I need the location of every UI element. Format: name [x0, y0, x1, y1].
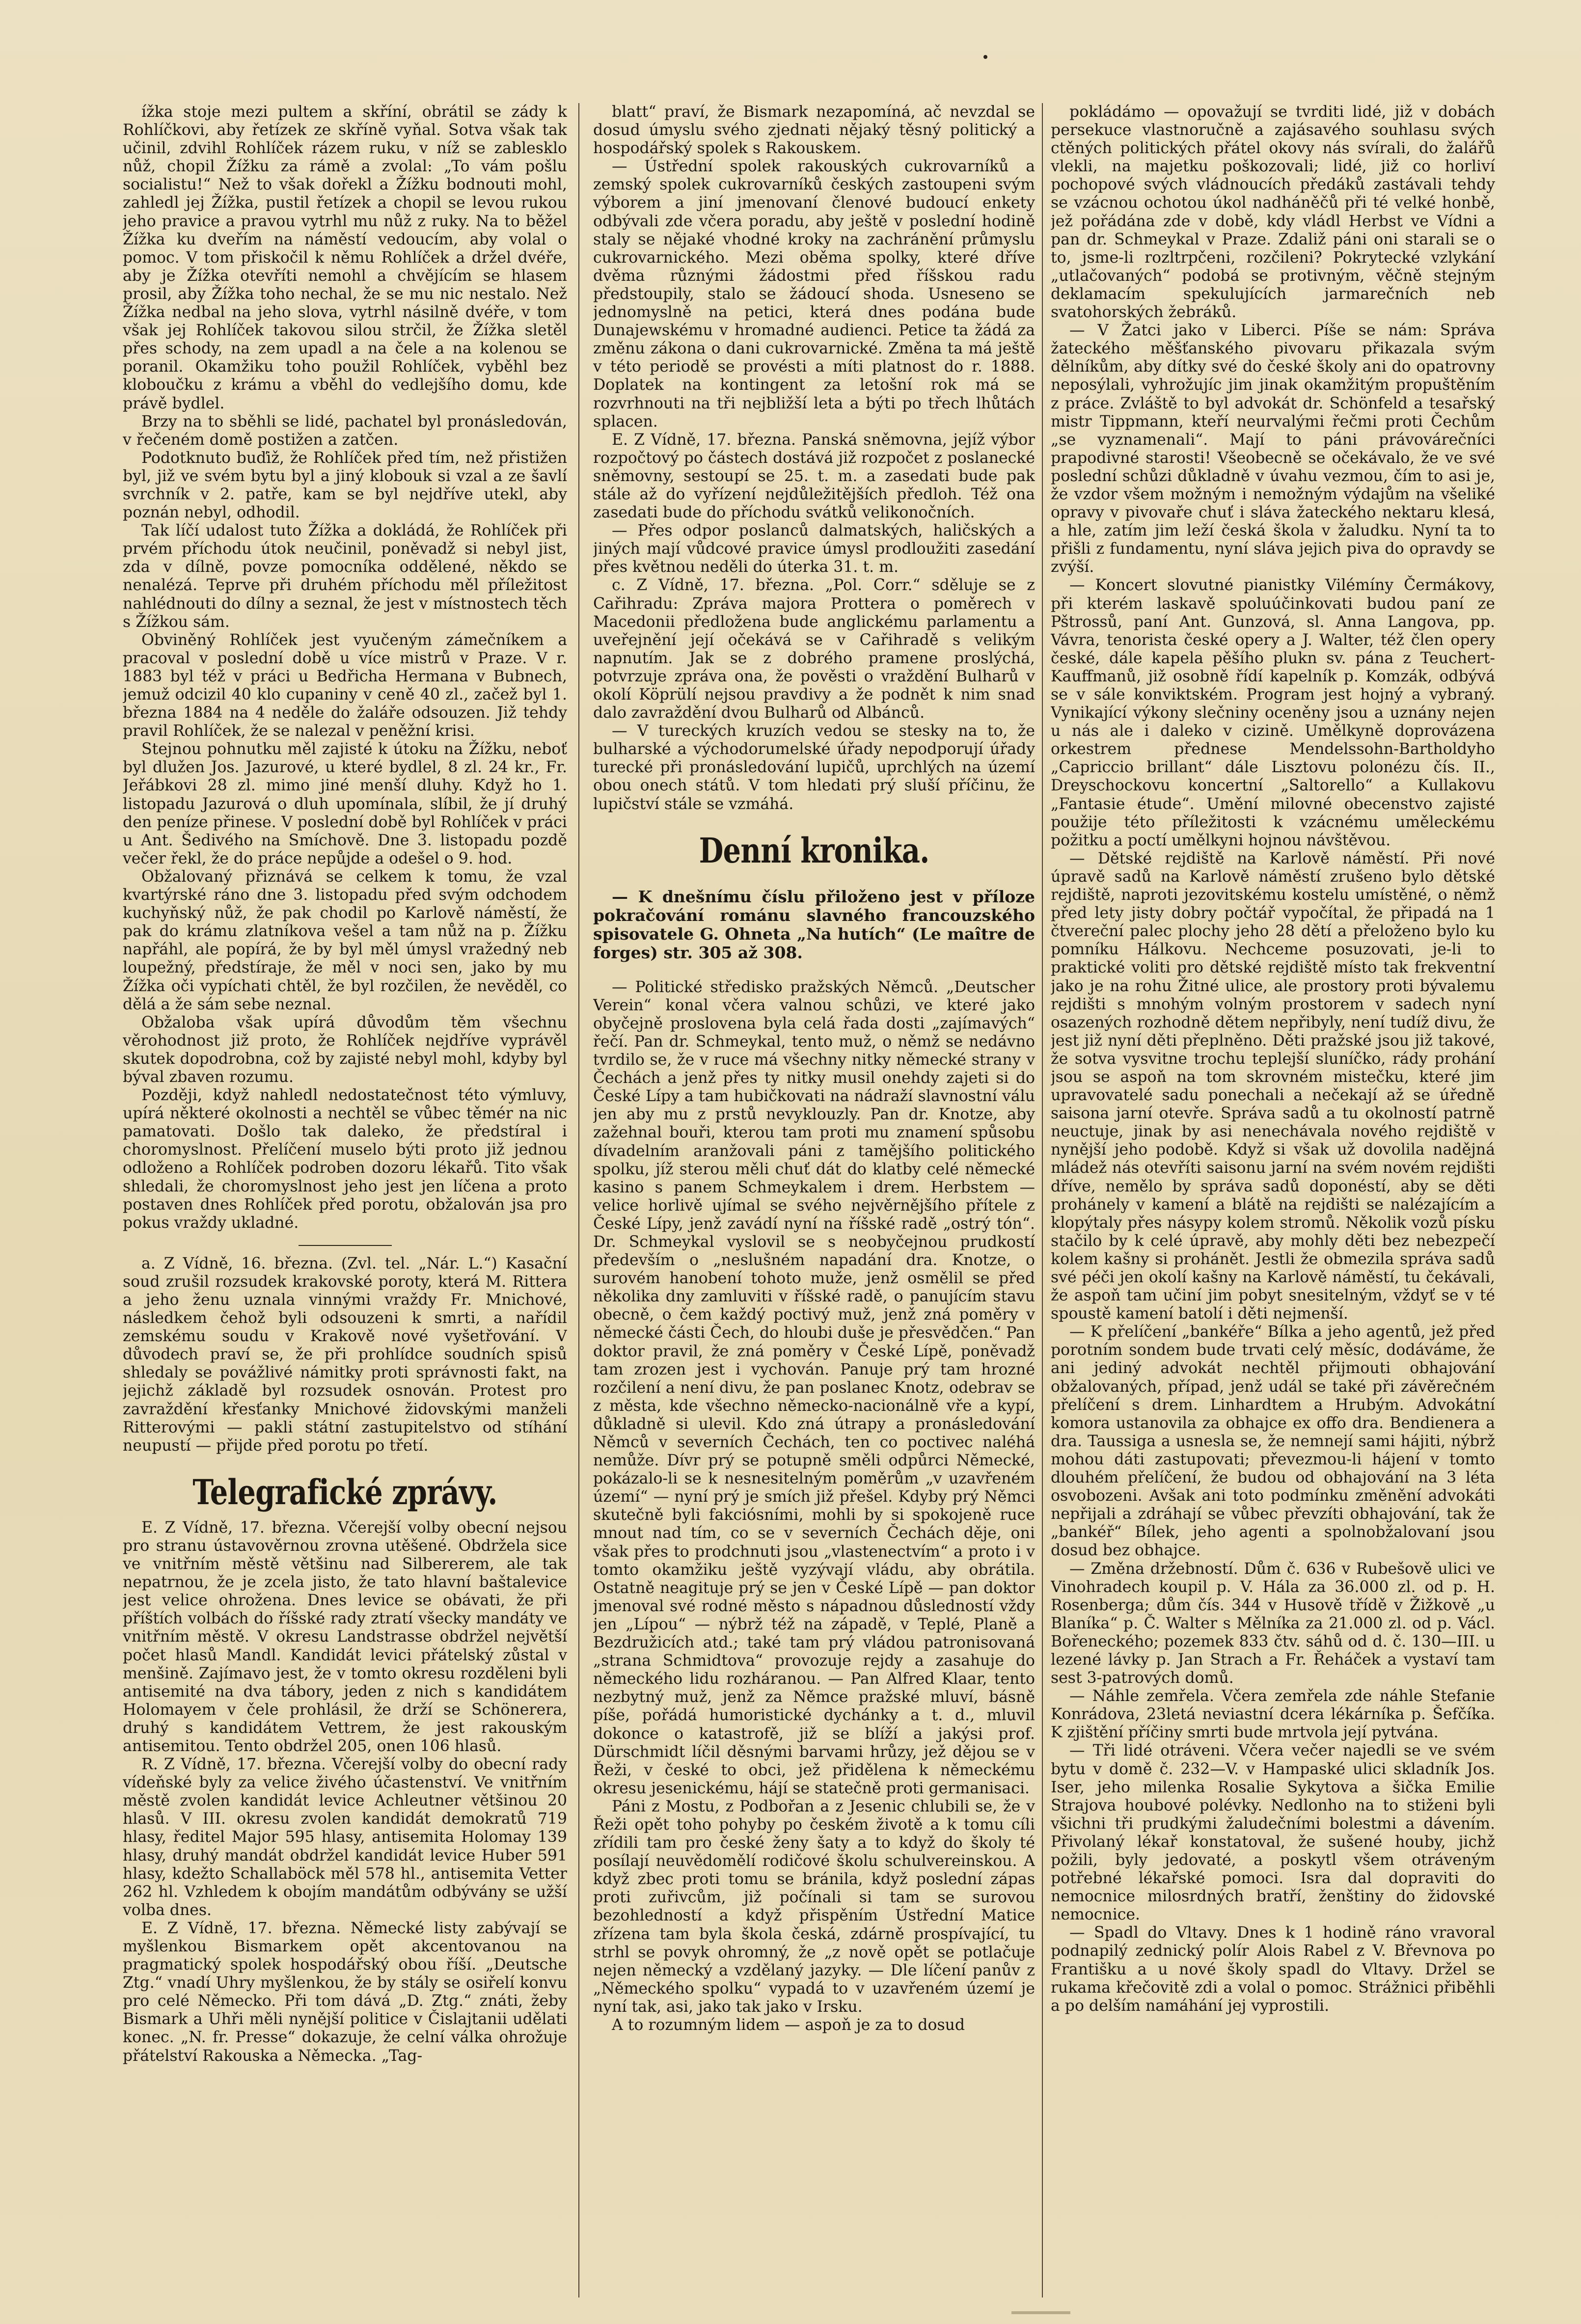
article-paragraph	[593, 103, 1035, 158]
article-paragraph	[593, 722, 1035, 813]
article-paragraph	[123, 449, 567, 522]
paragraph-text: — Dětské rejdiště na Karlově náměstí. Při nové úpravě sadů na Karlově náměstí zrušeno bylo dětské rejdiště, naproti jezovitskému kostelu umístěné, o němž před lety jisty dobry počtář vypočítal, že připadá na 1 čtvereční palec plochy jeho 28 dětí a přeloženo bylo ku pomníku Hálkovu. Nechceme posuzovati, je-li to praktické voliti pro dětské rejdiště místo tak frekventní jako je na rohu Žitné ulice, ale prostory proti bývalemu rejdišti s mnohým volným prostorem v sadech nyní osazených rozhodně dětem nepřibyly, není tudíž divu, že jest již nyní děti přeplněno. Děti pražské jsou již takové, že sotva vysvitne trochu teplejší sluníčko, rády prohání jsou se aspoň na tom skrovném mistečku, které jim upravovatelé sadu ponechali a nečekají až se úředně saisona jarní otevře. Správa sadů a tu okolností patrně neuctuje, jinak by asi nenechávala nového rejdiště v nynější jeho podobě. Když si však už dovolila nadějná mládež nás otevříti saisonu jarní na svém novém rejdišti dříve, nemělo by správa sadů doponéstí, aby se děti prohánely v kamení a blátě na rejdišti se nalézajícím a klopýtaly přes násypy kolem stromů. Několik vozů písku stačilo by k celé úpravě, aby mohly děti bez nebezpečí kolem kašny si prohánět. Jestli že obmezila správa sadů své péči jen okolí kašny na Karlově náměstí, tu čekávali, že aspoň tam učiní jim pobyt snesitelným, vždyť se v té spoustě kamení batolí i děti nejmenší.	[1051, 849, 1495, 1323]
paragraph-text: A to rozumným lidem — aspoň je za to dosud	[612, 2016, 965, 2034]
paragraph-text: Obžaloba však upírá důvodům těm všechnu věrohodnost již proto, že Rohlíček nejdříve vyprávěl skutek dopodrobna, což by zajisté nebyl mohl, kdyby byl býval zbaven rozumu.	[123, 1013, 567, 1086]
paragraph-text: — Tři lidé otráveni. Včera večer najedli se ve svém bytu v domě č. 232—V. v Hampaské ulici skladník Jos. Iser, jeho milenka Rosalie Sykytova a šička Emilie Strajova houbové polévky. Nedlonho na to stiženi byli všichni tři prudkými žaludečními bolestmi a dávením. Přivolaný lékař konstatoval, že sušené houby, jichž požili, byly jedovaté, a poskytl všem otráveným potřebné lékařské pomoci. Isra dal dopraviti do nemocnice milosrdných bratří, ženštiny do židovské nemocnice.	[1051, 1742, 1495, 1924]
article-paragraph	[1051, 322, 1495, 576]
paragraph-text: — K dnešnímu číslu přiloženo jest v příloze pokračování románu slavného francouzského spisovatele G. Ohneta „Na hutích“ (Le maître de forges) str. 305 až 308.	[593, 887, 1035, 962]
column-right	[1051, 103, 1495, 2297]
paragraph-text: c. Z Vídně, 17. března. „Pol. Corr.“ sděluje se z Cařihradu: Zpráva majora Prottera o poměrech v Macedonii předložena bude anglickému parlamentu a uveřejnění její očekává se v Cařihradě s velikým napnutím. Jak se z dobrého pramene proslýchá, potvrzuje zpráva ona, že pověsti o vraždění Bulharů v okolí Köprülí nejsou pravdivy a že podnět k nim snad dalo zavraždění dvou Bulharů od Albánců.	[593, 576, 1035, 722]
paragraph-text: ížka stoje mezi pultem a skříní, obrátil se zády k Rohlíčkovi, aby řetízek ze skříně vyňal. Sotva však tak učinil, zdvihl Rohlíček rázem ruku, v níž se zablesklo nůž, chopil Žížku za rámě a zvolal: „To vám pošlu socialistu!“ Než to však dořekl a Žížku bodnouti mohl, zahledl jej Žížka, pustil řetízek a chopil se levou rukou jeho pravice a pravou vytrhl mu nůž z ruky. Na to běžel Žížka ku dveřím na náměstí vedoucím, aby volal o pomoc. V tom přiskočil k němu Rohlíček a držel dvéře, aby je Žížka otevříti nemohl a chvějícím se hlasem prosil, aby Žížka toho nechal, že se mu nic nestalo. Než Žížka nedbal na jeho slova, vytrhl násilně dvéře, v tom však jej Rohlíček takovou silou strčil, že Žížka sletěl přes schody, na zem upadl a na čele a na kolenou se poranil. Okamžiku toho použil Rohlíček, vyběhl bez kloboučku z krámu a vběhl do vedlejšího domu, kde právě bydlel.	[123, 103, 567, 412]
paragraph-text: a. Z Vídně, 16. března. (Zvl. tel. „Nár. L.“) Kasační soud zrušil rozsudek krakovské poroty, která M. Rittera a jeho ženu uznala vinnými vraždy Fr. Mnichové, následkem čehož byli odsouzeni k smrti, a nařídil zemskému soudu v Krakově nové vyšetřování. V důvodech praví se, že při prohlídce soudních spisů shledaly se povážlivé námitky proti správnosti fakt, na jejichž základě byl rozsudek osnován. Protest pro zavraždění křesťanky Mnichové židovskými manželi Ritterovými — pakli státní zastupitelstvo od stíhání neupustí — přijde před porotu po třetí.	[123, 1254, 567, 1455]
paragraph-text: E. Z Vídně, 17. března. Včerejší volby obecní nejsou pro stranu ústavověrnou zrovna utěšené. Obdržela sice ve vnitřním městě většinu nad Silbererem, ale tak nepatrnou, že je zcela jisto, že tato hlavní baštalevice jest velice ohrožena. Dnes levice se obávati, že při příštích volbách do říšské rady ztratí všecky mandáty ve vnitřním městě. V okresu Landstrasse obdržel největší počet hlasů Mandl. Kandidát levici přátelský zůstal v menšině. Zajímavo jest, že v tomto okresu rozděleni byli antisemité na dva tábory, jeden z nich s kandidátem Holomayem v čele prohlásil, že drží se Schönerera, druhý s kandidátem Vettrem, že jest rakouským antisemitou. Tento obdržel 205, onen 106 hlasů.	[123, 1518, 567, 1755]
supplement-notice	[593, 888, 1035, 962]
article-paragraph	[593, 1798, 1035, 2016]
article-paragraph	[1051, 103, 1495, 322]
article-paragraph	[123, 868, 567, 1014]
section-heading	[163, 1472, 527, 1513]
article-paragraph	[1051, 1560, 1495, 1688]
paragraph-text: Obviněný Rohlíček jest vyučeným zámečníkem a pracoval v poslední době u více mistrů v Praze. V r. 1883 byl též v práci u Bedřicha Hermana v Bubnech, jemuž odcizil 40 klo cupaniny v ceně 40 zl., začež byl 1. března 1884 na 4 neděle do žaláře odsouzen. Již tehdy pravil Rohlíček, že se nalezal v peněžní krisi.	[123, 631, 567, 740]
page-mark	[983, 55, 987, 59]
paragraph-text: — Ústřední spolek rakouských cukrovarníků a zemský spolek cukrovarníků českých zastoupeni svým výborem a jiní jmenovaní členové budoucí enkety odbývali zde včera poradu, aby ještě v poslední hodině staly se nějaké vhodné kroky na zachránění průmyslu cukrovarnického. Mezi oběma spolky, které dříve dvěma různými žádostmi před říšskou radu předstoupily, stalo se žádoucí shoda. Usneseno se jednomyslně na petici, která dnes podána bude Dunajewskému v hromadné audienci. Petice ta žádá za změnu zákona o dani cukrovarnické. Změna ta má ještě v této periodě se provésti a míti platnost do r. 1888. Doplatek na kontingent za letošní rok má se rozvrhnouti na tři nejbližší leta a býti po třech lhůtách splacen.	[593, 158, 1035, 431]
paragraph-text: Obžalovaný přiznává se celkem k tomu, že vzal kvartýrské ráno dne 3. listopadu před svým odchodem kuchyňský nůž, že pak chodil po Karlově náměstí, že pak do krámu zlatníkova vešel a tam nůž na p. Žížku napřáhl, ale popírá, že by byl měl úmysl vražedný neb loupežný, předstíraje, že měl v noci sen, jako by mu Žížka oči vypíchati chtěl, že byl rozčilen, že nevěděl, co dělá a že sám sebe neznal.	[123, 867, 567, 1013]
paragraph-text: E. Z Vídně, 17. března. Německé listy zabývají se myšlenkou Bismarkem opět akcentovanou na pragmatický spolek hospodářský obou říší. „Deutsche Ztg.“ vnadí Uhry myšlenkou, že by stály se osiřelí konvu pro celé Německo. Při tom dává „D. Ztg.“ znáti, žeby Bismark a Uhři měli nynější politice v Čislajtanii udělati konec. „N. fr. Presse“ dokazuje, že celní válka ohrožuje přátelství Rakouska a Německa. „Tag-	[123, 1919, 567, 2065]
article-paragraph	[1051, 1323, 1495, 1560]
paragraph-text: — K přelíčení „bankéře“ Bílka a jeho agentů, jež před porotním sondem bude trvati celý měsíc, dodáváme, že ani jediný advokát nechtěl přijmouti obhajování obžalovaných, případ, jenž udál se také při závěrečném přelíčení s drem. Linhardtem a Hrubým. Advokátní komora ustanovila za obhajce ex offo dra. Bendienera a dra. Taussiga a usnesla se, že nemnejí sami hájiti, nýbrž mohou dáti zastupovati; převezmou-li hájení v tomto dlouhém přelíčení, že budou od obhajování na 3 léta osvobozeni. Avšak ani toto podmínku změnění advokáti nepřijali a zdráhají se vůbec převzíti obhajování, tak že „bankéř“ Bílek, jeho agenti a spolnobžalovaní jsou dosud bez obhajce.	[1051, 1323, 1495, 1560]
article-paragraph	[123, 1919, 567, 2065]
paragraph-text: — V Žatci jako v Liberci. Píše se nám: Správa žateckého měšťanského pivovaru přikazala svým dělníkům, aby dítky své do české školy ani do opatrovny neposýlali, vyhrožujíc jim jinak okamžitým propuštěním z práce. Zvláště to byl advokát dr. Schönfeld a tesařský mistr Tippmann, kteří neurvalými řečmi proti Čechům „se vyznamenali“. Mají to páni právovárečníci prapodivné starosti! Všeobecně se očekávalo, že ve své poslední schůzi důkladně v úvahu vezmou, čím to asi je, že vzdor všem možným i nemožným výdajům na všeliké opravy v pivovaře chuť i sláva žateckého nektaru klesá, a hle, zatím jim leží česká škola v žaludku. Nyní ta to přišli z fundamentu, nyní sláva jejich piva do opravdy se zvýší.	[1051, 322, 1495, 576]
paragraph-text: — Koncert slovutné pianistky Vilémíny Čermákovy, při kterém laskavě spoluúčinkovati budou paní ze Pštrossů, paní Ant. Gunzová, sl. Anna Langova, pp. Vávra, tenorista české opery a J. Walter, též člen opery české, dále kapela pěšího plukn sv. pána z Teuchert-Kauffmanů, již osobně řídí kapelník p. Komzák, odbývá se v sále konviktském. Program jest hojný a vybraný. Vynikající výkony slečniny oceněny jsou a uznány nejen u nás ale i daleko v cizině. Umělkyně doprovázena orkestrem přednese Mendelssohn-Bartholdyho „Capriccio brillant“ dále Lisztovu polonézu čís. II., Dreyschockovu koncertní „Saltorello“ a Kullakovu „Fantasie étude“. Umění milovné obecenstvo zajisté použije této příležitosti k vzácnému uměleckému požitku a poctí umělkyni hojnou návštěvou.	[1051, 576, 1495, 849]
article-paragraph	[123, 1756, 567, 1919]
heading-text: Telegrafické zprávy.	[192, 1471, 497, 1513]
article-paragraph	[1051, 850, 1495, 1323]
paragraph-text: E. Z Vídně, 17. března. Panská sněmovna, jejíž výbor rozpočtový po částech dostává již rozpočet z poslanecké sněmovny, sestoupí se 25. t. m. a zasedati bude pak stále až do vyřízení nejdůležitějších předloh. Též ona zasedati bude do příchodu svátků velikonočních.	[593, 431, 1035, 522]
article-paragraph	[123, 631, 567, 741]
paragraph-text: pokládámo — opovažují se tvrditi lidé, již v dobách persekuce vlastnoručně a zajásavého souhlasu svých ctěných politických přátel okovy nás svírali, do žalářů vlekli, na majetku poškozovali; lidé, již co horliví pochopové svých vládnoucích předáků zastávali tehdy se vzácnou ochotou úkol nadháněčů při té velké honbě, jež pořádána zde v době, kdy vládl Herbst ve Vídni a pan dr. Schmeykal v Praze. Zdaliž páni oni starali se o to, jsme-li rozltrpčeni, rozčileni? Pokrytecké vzlykání „utlačovaných“ podobá se protivným, věčně stejným deklamacím spekulujících jarmarečních neb svatohorských žebráků.	[1051, 103, 1495, 322]
column-middle	[593, 103, 1035, 2297]
section-heading	[633, 830, 995, 871]
paragraph-text: Později, když nahledl nedostatečnost této výmluvy, upírá některé okolnosti a nechtěl se vůbec těmér na nic pamatovati. Došlo tak daleko, že předstíral i choromyslnost. Přelíčení muselo býti proto již jednou odloženo a Rohlíček podroben dozoru lékařů. Tito však shledali, že choromyslnost jeho jest jen líčena a proto postaven dnes Rohlíček před porotu, obžalován jsa pro pokus vraždy ukladné.	[123, 1086, 567, 1232]
column-left	[123, 103, 567, 2297]
paragraph-text: — Politické středisko pražských Němců. „Deutscher Verein“ konal včera valnou schůzi, ve které jako obyčejně proslovena byla celá řada dosti „zajímavých“ řečí. Pan dr. Schmeykal, tento muž, o němž se nedávno tvrdilo se, že v ruce má všechny nitky německé strany v Čechách a jenž přes ty nitky musil onehdy zajeti si do České Lípy a tam hubičkovati na nádraží slavnostní válu jen aby mu z prstů nevyklouzly. Pan dr. Knotze, aby zažehnal bouři, kterou tam proti mu znamení spůsobu dívadelním aranžovali páni z tamějšího politického spolku, jíž sterou měli chuť dát do klatby celé německé kasino s panem Schmeykalem i drem. Herbstem — velice horlivě ujímal se svého nejvěrnějšího přítele z České Lípy, jenž zavádí nyní na říšské radě „ostrý tón“. Dr. Schmeykal vyslovil se s neobyčejnou prudkostí především o „neslušném napadání dra. Knotze, o surovém hanobení tohoto muže, jenž osmělil se před několika dny zamluviti v říšské radě, o panujícím stavu obecně, o čem každý poctivý muž, jenž zná poměry v německé části Čech, do hloubi duše je přesvědčen.“ Pan doktor pravil, že zná poměry v České Lípě, poněvadž tam zrozen jest i vychován. Panuje prý tam hrozné rozčilení a není divu, že pan poslanec Knotz, odebrav se z města, kde všechno německo-nacionálně vře a kypí, důkladně si ulevil. Kdo zná útrapy a pronásledování Němců v severních Čechách, ten co poctivec naléhá nemůže. Dívr prý se potupně směli odpůrci Německé, pokázalo-li se k nesnesitelným poměrům „v uzavřeném území“ — nyní prý je smích již přešel. Kdyby prý Němci skutečně byli fakciósními, mohli by si spokojeně ruce mnout nad tím, co se v severních Čechách děje, oni však přes to prodchnuti jsou „vlastenectvím“ a proto i v tomto okamžiku ještě vyzývají vládu, aby obrátila. Ostatně neagituje prý se jen v České Lípě — pan doktor jmenoval své rodné město s nápadnou důsledností vždy jen „Lípou“ — nýbrž též na západě, v Teplé, Planě a Bezdružicích atd.; také tam prý vládou patronisovaná „strana Schmidtova“ provozuje rejdy a zasahuje do německého lidu rozháranou. — Pan Alfred Klaar, tento nezbytný muž, jenž za Němce pražské mluví, básně píše, pořádá humoristické dychánky a t. d., mluvil dokonce o katastrofě, již se blíží a jakýsi prof. Dürschmidt líčil děsnými barvami hrůzy, jež dějou se v Řeži, v české to obci, jež přidělena k německému okresu jesenickému, hájí se statečně proti germanisaci.	[593, 978, 1035, 1797]
article-paragraph	[1051, 576, 1495, 849]
paragraph-text: — Náhle zemřela. Včera zemřela zde náhle Stefanie Konrádova, 23letá neviastní dcera lékárníka p. Šefčíka. K zjištění příčiny smrti bude mrtvola její pytvána.	[1051, 1687, 1495, 1742]
article-paragraph	[1051, 1742, 1495, 1924]
article-paragraph	[123, 103, 567, 413]
article-paragraph	[123, 522, 567, 631]
paragraph-text: Páni z Mostu, z Podbořan a z Jesenic chlubili se, že v Řeži opět toho pohyby po českém životě a k tomu cíli zřídili tam pro české ženy šaty a to když do školy té posílají neuvědomělí rodičové školu schulvereinskou. A když zbec proti tomu se bránila, když poslední zápas proti zuřivcům, již počínali si tam se surovou bezohledností a když přispěním Ústřední Matice zřízena tam byla škola česká, zdárně prospívající, tu strhl se povyk ohromný, že „z nově opět se potlačuje nejen německý a vzdělaný jazyky. — Dle líčení panův z „Německého spolku“ vypadá to v uzavřeném území je nyní tak, asi, jako tak jako v Irsku.	[593, 1797, 1035, 2016]
paragraph-text: Brzy na to sběhli se lidé, pachatel byl pronásledován, v řečeném domě postižen a zatčen.	[123, 412, 567, 449]
article-paragraph	[123, 1519, 567, 1756]
paragraph-text: — Změna držebností. Dům č. 636 v Rubešově ulici ve Vinohradech koupil p. V. Hála za 36.000 zl. od p. H. Rosenberga; dům čís. 344 v Husově třídě v Žižkově „u Blaníka“ p. Č. Walter s Mělníka za 21.000 zl. od p. Václ. Bořeneckého; pozemek 833 čtv. sáhů od d. č. 130—III. u lezené lávky p. Jan Strach a Fr. Řeháček a vystaví tam sest 3-patrových domů.	[1051, 1560, 1495, 1687]
article-paragraph	[593, 576, 1035, 722]
paragraph-text: Podotknuto buďiž, že Rohlíček před tím, než přistižen byl, již ve svém bytu byl a jiný klobouk si vzal a ze šavlí svrchník v 2. patře, kam se byl nejdříve utekl, aby poznán nebyl, odhodil.	[123, 449, 567, 522]
article-paragraph	[1051, 1924, 1495, 2015]
article-paragraph	[593, 2016, 1035, 2034]
article-paragraph	[123, 413, 567, 449]
column-rule	[578, 103, 579, 2297]
paragraph-text: Stejnou pohnutku měl zajisté k útoku na Žížku, neboť byl dlužen Jos. Jazurové, u které bydlel, 8 zl. 24 kr., Fr. Jeřábkovi 28 zl. mimo jiné menší dluhy. Když ho 1. listopadu Jazurová o dluh upomínala, slíbil, že jí druhý den peníze přinese. V poslední době byl Rohlíček v práci u Ant. Šedivého na Smíchově. Dne 3. listopadu pozdě večer řekl, že do práce nepůjde a odešel o 9. hod.	[123, 740, 567, 867]
article-paragraph	[123, 740, 567, 868]
article-paragraph	[123, 1086, 567, 1232]
column-rule	[1042, 103, 1043, 2297]
article-paragraph	[593, 522, 1035, 576]
article-paragraph	[593, 431, 1035, 522]
paragraph-text: R. Z Vídně, 17. března. Včerejší volby do obecní rady vídeňské byly za velice živého účastenství. Ve vnitřním městě zvolen kandidát levice Achleutner většinou 20 hlasů. V III. okresu zvolen kandidát demokratů 719 hlasy, ředitel Major 595 hlasy, antisemita Holomay 139 hlasy, druhý mandát obdržel kandidát levice Huber 591 hlasy, kdežto Schallaböck měl 578 hl., antisemita Vetter 262 hl. Vzhledem k obojím mandátům odbývány se užší volba dnes.	[123, 1756, 567, 1919]
article-paragraph	[593, 978, 1035, 1798]
article-paragraph	[123, 1255, 567, 1455]
paragraph-text: Tak líčí udalost tuto Žížka a dokládá, že Rohlíček při prvém příchodu útok neučinil, poněvadž si nebyl jist, zda v dílně, povze pomocníka oddělené, někdo se nenalézá. Teprve při druhém příchodu měl příležitost nahlédnouti do dílny a seznal, že jest v místnostech těch s Žížkou sám.	[123, 522, 567, 631]
paragraph-text: — Spadl do Vltavy. Dnes k 1 hodině ráno vravoral podnapilý zednický polír Alois Rabel z V. Břevnova po Františku a u nové školy spadl do Vltavy. Držel se rukama křečovitě zdi a volal o pomoc. Strážnici přiběhli a po delším namáhání jej vyprostili.	[1051, 1924, 1495, 2015]
section-separator	[299, 1245, 392, 1246]
paper-stain	[1011, 2311, 1070, 2314]
paragraph-text: blatt“ praví, že Bismark nezapomíná, ač nevzdal se dosud úmyslu svého zjednati nějaký těsný politický a hospodářský spolek s Rakouskem.	[593, 103, 1035, 158]
article-paragraph	[593, 158, 1035, 431]
article-paragraph	[1051, 1687, 1495, 1742]
paragraph-text: — V tureckých kruzích vedou se stesky na to, že bulharské a východorumelské úřady nepodporují úřady turecké při pronásledování lupičů, uprchlých na území obou onech států. V tom hledati prý sluší příčinu, že lupičství stále se vzmáhá.	[593, 722, 1035, 813]
article-paragraph	[123, 1014, 567, 1086]
heading-text: Denní kronika.	[699, 830, 929, 871]
paragraph-text: — Přes odpor poslanců dalmatských, haličských a jiných mají vůdcové pravice úmysl prodloužiti zasedání přes květnou neděli do úterka 31. t. m.	[593, 522, 1035, 576]
